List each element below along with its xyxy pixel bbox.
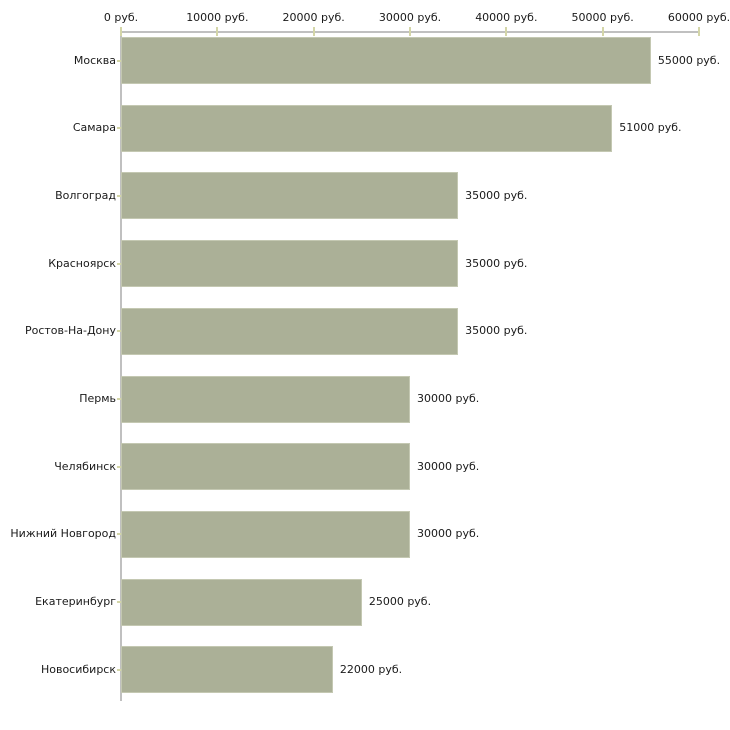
bar-1 [121,37,651,84]
value-label: 30000 руб. [417,527,480,541]
x-axis-tick-mark [505,27,507,36]
value-label: 22000 руб. [339,662,403,676]
x-axis-tick-label: 30000 руб. [378,11,442,24]
value-label: 51000 руб. [619,121,682,135]
value-label: 55000 руб. [657,53,721,67]
category-label: Ростов-На-Дону [24,324,116,338]
bar-3 [121,172,458,219]
bar-8 [121,511,410,558]
x-axis-tick-label: 50000 руб. [571,11,634,24]
category-label: Волгоград [55,188,116,202]
category-label: Самара [72,121,116,135]
category-label: Красноярск [48,256,116,270]
category-label: Пермь [79,392,116,405]
value-label: 35000 руб. [465,256,528,270]
value-label: 30000 руб. [417,459,480,473]
x-axis-tick-mark [409,27,411,36]
category-label: Новосибирск [40,662,116,676]
bar-6 [121,376,410,423]
x-axis-tick-label: 60000 руб. [667,11,730,24]
x-axis-tick-mark [313,27,315,36]
value-label: 35000 руб. [465,324,528,338]
category-label: Екатеринбург [35,595,116,609]
x-axis-tick-mark [602,27,604,36]
category-label: Москва [73,53,116,67]
bar-4 [121,240,458,287]
bar-10 [121,646,333,693]
value-label: 30000 руб. [417,392,480,405]
x-axis-tick-label: 40000 руб. [475,11,538,24]
x-axis-tick-label: 0 руб. [103,11,139,24]
bar-7 [121,443,410,490]
category-label: Челябинск [54,459,116,473]
category-label: Нижний Новгород [10,527,116,541]
x-axis-tick-mark [120,27,122,36]
x-axis-tick-label: 20000 руб. [282,11,345,24]
bar-5 [121,308,458,355]
value-label: 35000 руб. [465,188,528,202]
bar-2 [121,105,612,152]
bar-9 [121,579,362,626]
x-axis-tick-label: 10000 руб. [186,11,249,24]
x-axis-tick-mark [698,27,700,36]
value-label: 25000 руб. [368,595,432,609]
x-axis-tick-mark [216,27,218,36]
